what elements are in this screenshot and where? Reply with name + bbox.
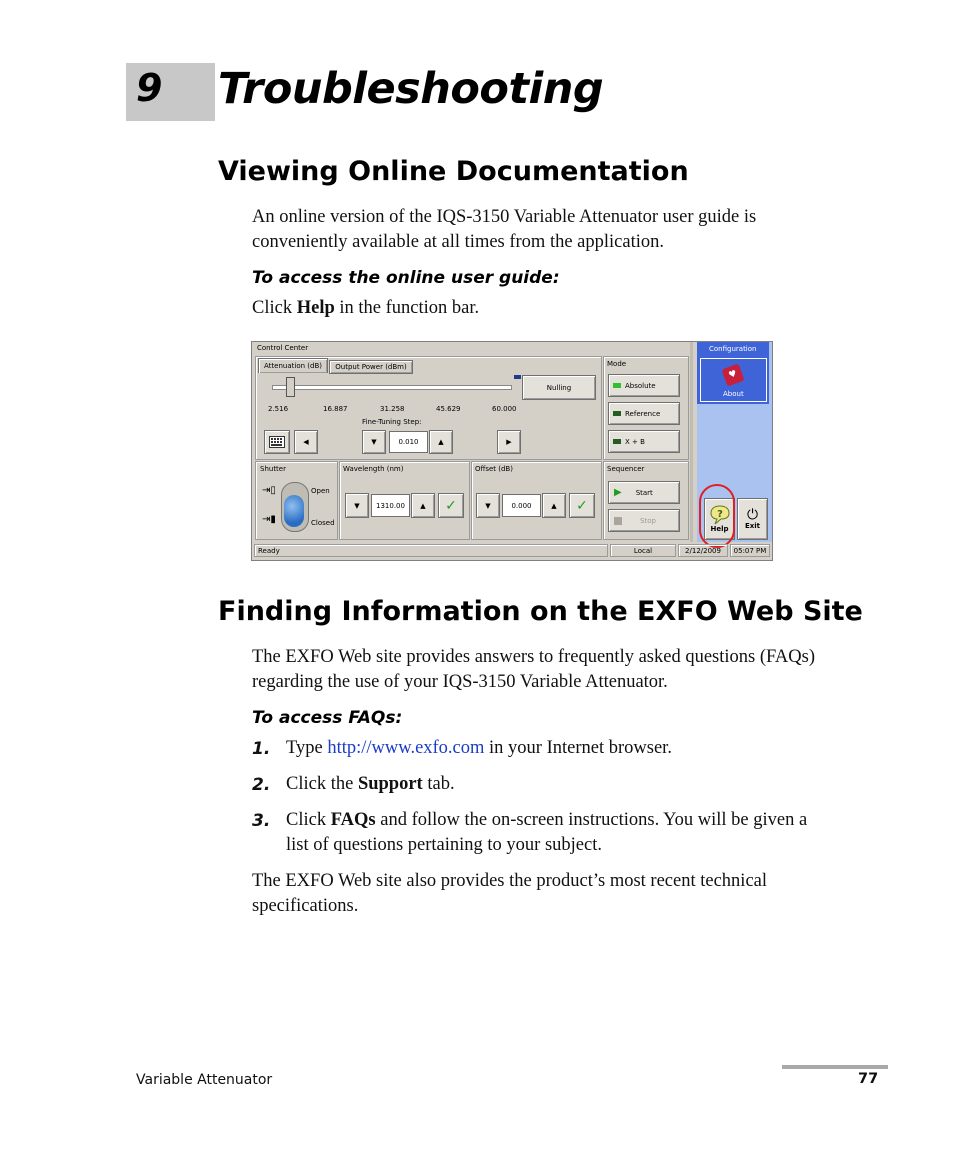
click-help-instruction [252,296,479,321]
closing-line2: specifications. [252,896,359,916]
keypad-icon [269,436,285,448]
arrow-up-icon: ▲ [438,438,444,446]
nulling-label: Nulling [546,383,572,392]
status-date: 2/12/2009 [678,544,728,557]
help-highlight-circle [699,484,735,548]
shutter-closed-label: Closed [311,519,335,527]
slider-tick-5: 60.000 [492,405,517,413]
offset-down-button[interactable] [476,493,500,518]
arrow-left-icon: ◀ [303,438,309,446]
step-1-text [286,736,672,761]
status-time: 05:07 PM [730,544,770,557]
nulling-button[interactable] [522,375,596,400]
application-screenshot [251,341,773,561]
led-dark-icon [613,439,621,444]
attenuation-slider-track[interactable] [272,385,512,390]
section1-paragraph [252,205,892,255]
slider-tick-4: 45.629 [436,405,461,413]
mode-absolute-label: Absolute [625,381,656,390]
mode-xb-label: X + B [625,437,645,446]
step-1-post: in your Internet browser. [484,738,672,758]
shutter-title: Shutter [260,465,286,473]
step-2-text [286,772,455,797]
svg-text:?: ? [716,509,723,520]
status-local: Local [610,544,676,557]
tab-attenuation-label: Attenuation (dB) [264,362,322,370]
play-icon: ▶ [614,487,622,498]
sequencer-stop-button[interactable] [608,509,680,532]
step-3-pre: Click [286,810,331,830]
wavelength-apply-button[interactable] [438,493,464,518]
procedure-title-user-guide: To access the online user guide: [252,268,560,288]
exit-label: Exit [744,522,761,530]
sequencer-start-label: Start [635,488,653,497]
mode-reference-button[interactable] [608,402,680,425]
fine-tuning-field[interactable]: 0.010 [389,431,428,453]
increment-right-button[interactable] [497,430,521,454]
attenuation-slider-thumb[interactable] [286,377,295,397]
mode-reference-label: Reference [625,409,661,418]
about-book-icon: ♥ [721,363,744,386]
led-dark-icon [613,411,621,416]
fine-step-up-button[interactable] [429,430,453,454]
slider-indicator [514,375,521,379]
step-1-number: 1. [252,739,271,759]
decrement-left-button[interactable] [294,430,318,454]
click-help-post: in the function bar. [334,298,480,318]
offset-up-button[interactable] [542,493,566,518]
fine-tuning-label: Fine-Tuning Step: [362,418,422,426]
step-3-text [286,808,906,858]
section2-paragraph-line1: The EXFO Web site provides answers to frequently asked questions (FAQs) [252,647,816,667]
procedure-title-faqs: To access FAQs: [252,708,403,728]
sequencer-stop-label: Stop [640,516,656,525]
arrow-down-icon: ▼ [354,501,360,510]
shutter-open-label: Open [311,487,330,495]
wavelength-title: Wavelength (nm) [343,465,404,473]
step-2-post: tab. [422,774,455,794]
side-divider [690,342,693,542]
configuration-label: Configuration [709,345,757,353]
click-help-pre: Click [252,298,297,318]
chapter-number: 9 [136,66,163,110]
about-label: About [723,390,744,398]
status-ready: Ready [254,544,608,557]
arrow-up-icon: ▲ [551,501,557,510]
step-1-pre: Type [286,738,328,758]
shutter-toggle-knob[interactable] [284,495,304,527]
tab-attenuation[interactable] [258,358,328,373]
step-2-bold: Support [357,774,423,794]
arrow-down-icon: ▼ [485,501,491,510]
wavelength-up-button[interactable] [411,493,435,518]
offset-title: Offset (dB) [475,465,513,473]
footer-document-title: Variable Attenuator [136,1072,273,1088]
step-3-bold: FAQs [330,810,376,830]
step-2-number: 2. [252,775,271,795]
slider-tick-1: 2.516 [268,405,289,413]
led-green-icon [613,383,621,388]
offset-apply-button[interactable] [569,493,595,518]
wavelength-down-button[interactable] [345,493,369,518]
mode-xb-button[interactable] [608,430,680,453]
fine-step-down-button[interactable] [362,430,386,454]
arrow-up-icon: ▲ [420,501,426,510]
section-heading-online-docs: Viewing Online Documentation [218,156,689,187]
slider-tick-2: 16.887 [323,405,348,413]
tab-output-power[interactable] [329,360,413,374]
footer-rule [782,1065,888,1069]
shutter-open-icon: ⇥▯ [262,485,276,496]
section1-paragraph-line1: An online version of the IQS-3150 Variable Attenuator user guide is [252,207,757,227]
sequencer-title: Sequencer [607,465,645,473]
power-icon: ⏻ [746,507,759,523]
mode-title: Mode [607,360,627,368]
exfo-website-link[interactable]: http://www.exfo.com [327,738,485,758]
step-3-number: 3. [252,811,271,831]
mode-absolute-button[interactable] [608,374,680,397]
section2-paragraph-line2: regarding the use of your IQS-3150 Variable Attenuator. [252,672,668,692]
checkmark-icon: ✓ [576,497,588,514]
wavelength-field[interactable]: 1310.00 [371,494,410,517]
page-number: 77 [858,1071,879,1087]
slider-tick-3: 31.258 [380,405,405,413]
exit-button[interactable] [737,498,768,540]
section1-paragraph-line2: conveniently available at all times from the application. [252,232,664,252]
chapter-title: Troubleshooting [218,64,604,114]
help-label: Help [710,525,729,533]
stop-icon [614,517,622,525]
section-heading-exfo-web: Finding Information on the EXFO Web Site [218,596,863,627]
keypad-button[interactable] [264,430,290,454]
tab-output-power-label: Output Power (dBm) [335,363,407,371]
offset-field[interactable]: 0.000 [502,494,541,517]
closing-paragraph [252,869,892,919]
shutter-closed-icon: ⇥▮ [262,514,276,525]
sequencer-start-button[interactable] [608,481,680,504]
arrow-down-icon: ▼ [371,438,377,446]
step-3-line2: list of questions pertaining to your subject. [286,835,602,855]
checkmark-icon: ✓ [445,497,457,514]
step-3-post: and follow the on-screen instructions. You will be given a [375,810,808,830]
click-help-bold: Help [296,298,335,318]
arrow-right-icon: ▶ [506,438,512,446]
step-2-pre: Click the [286,774,358,794]
window-title: Control Center [257,344,309,352]
closing-line1: The EXFO Web site also provides the product’s most recent technical [252,871,768,891]
section2-paragraph [252,645,912,695]
